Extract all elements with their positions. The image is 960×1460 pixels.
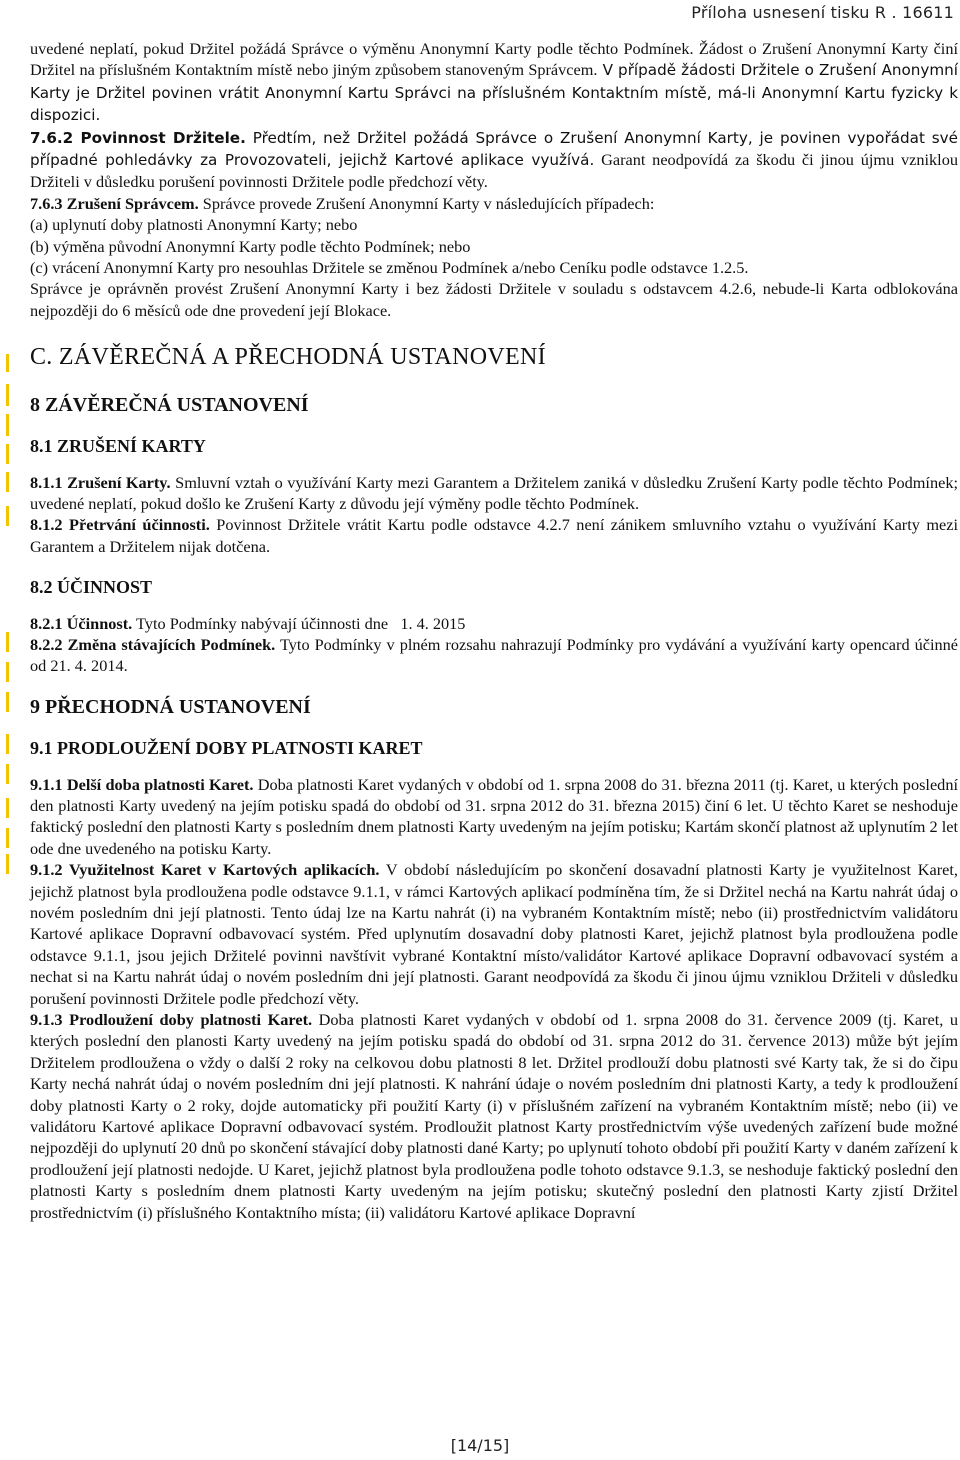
- change-bar: [6, 828, 9, 848]
- paragraph-7-6-2: 7.6.2 Povinnost Držitele. Předtím, než Držitel požádá Správce o Zrušení Anonymní Karty, je povinen vypořádat své případné pohledávky za Provozovateli, jejichž Kartové aplikace využívá. Garant neodpovídá za škodu či jinou újmu vzniklou Držiteli v důsledku porušení povinnosti Držitele podle předchozí věty.: [30, 128, 958, 192]
- section-8-2-title: 8.2 ÚČINNOST: [30, 577, 153, 598]
- part-c-title: C. ZÁVĚREČNÁ A PŘECHODNÁ USTANOVENÍ: [30, 344, 546, 371]
- change-bar: [6, 798, 9, 818]
- paragraph-8-1-1: 8.1.1 Zrušení Karty. Smluvní vztah o využívání Karty mezi Garantem a Držitelem zaniká v důsledku Zrušení Karty podle těchto Podmínek; uvedené neplatí, pokud došlo ke Zrušení Karty z důvodu její výměny podle těchto Podmínek.: [30, 472, 958, 513]
- clause-heading: 8.1.2 Přetrvání účinnosti.: [30, 515, 210, 535]
- clause-heading: 9.1.2 Využitelnost Karet v Kartových aplikacích.: [30, 860, 380, 880]
- change-bar: [6, 854, 9, 874]
- paragraph-7-6-1-continued: uvedené neplatí, pokud Držitel požádá Správce o výměnu Anonymní Karty podle těchto Podmínek. Žádost o Zrušení Anonymní Karty činí Držitel na příslušném Kontaktním místě nebo jiným způsobem stanoveným Správcem. V případě žádosti Držitele o Zrušení Anonymní Karty je Držitel povinen vrátit Anonymní Kartu Správci na příslušném Kontaktním místě, má-li Anonymní Kartu fyzicky k dispozici.: [30, 39, 959, 125]
- change-bar: [6, 662, 9, 682]
- change-bar: [6, 692, 9, 712]
- page-number: [14/15]: [450, 1436, 510, 1455]
- change-bar: [6, 506, 9, 526]
- change-bar: [6, 414, 9, 436]
- change-bar: [6, 764, 9, 784]
- list-item: (c) vrácení Anonymní Karty pro nesouhlas Držitele se změnou Podmínek a/nebo Ceníku podle odstavce 1.2.5.: [30, 258, 749, 278]
- list-item: (b) výměna původní Anonymní Karty podle těchto Podmínek; nebo: [30, 236, 471, 256]
- change-bar: [6, 444, 9, 464]
- paragraph-8-1-2: 8.1.2 Přetrvání účinnosti. Povinnost Držitele vrátit Kartu podle odstavce 4.2.7 není zánikem smluvního vztahu o využívání Karty mezi Garantem a Držitelem nijak dotčena.: [30, 515, 958, 556]
- clause-heading: 9.1.1 Delší doba platnosti Karet.: [30, 774, 254, 794]
- change-bar: [6, 734, 9, 754]
- paragraph-9-1-2: 9.1.2 Využitelnost Karet v Kartových aplikacích. V období následujícím po skončení dosavadní platnosti Karty je využitelnost Karet, jejichž platnost byla prodloužena podle odstavce 9.1.1, v rámci Kartových aplikací podmíněna tím, že si Držitel nechá na Kartu nahrát údaj o novém posledním dni její platnosti. Tento údaj lze na Kartu nahrát (i) na vybraném Kontaktním místě; nebo (ii) prostřednictvím validátoru Kartové aplikace Dopravní odbavovací systém. Před uplynutím dosavadní doby platnosti Karet, jejichž platnost byla prodloužena podle odstavce 9.1.1, jsou jejich Držitelé povinni navštívit vybrané Kontaktní místo/validátor Kartové aplikace Dopravní odbavovací systém a nechat si na Kartu nahrát údaj o novém posledním dni její platnosti. Garant neodpovídá za škodu či jinou újmu vzniklou Držiteli v důsledku porušení povinnosti Držitele podle předchozí věty.: [30, 860, 958, 1008]
- attachment-header: Příloha usnesení tisku R . 16611: [691, 3, 954, 22]
- change-bar: [6, 354, 9, 372]
- clause-heading: 7.6.3 Zrušení Správcem.: [30, 193, 199, 213]
- paragraph-7-6-3: 7.6.3 Zrušení Správcem. Správce provede Zrušení Anonymní Karty v následujících případech:: [30, 193, 655, 213]
- clause-heading: 7.6.2 Povinnost Držitele.: [30, 128, 246, 147]
- clause-heading: 8.2.1 Účinnost.: [30, 613, 133, 633]
- section-9-title: 9 PŘECHODNÁ USTANOVENÍ: [30, 695, 311, 718]
- paragraph-9-1-3: 9.1.3 Prodloužení doby platnosti Karet. Doba platnosti Karet vydaných v období od 1. srpna 2008 do 31. července 2009 (tj. Karet, u kterých poslední den planosti Karty uvedený na jejím potisku spadá do období od 31. srpna 2012 do 31. července 2013) může být jejím Držitelem prodloužena o vždy o další 2 roky na celkovou dobu platnosti 8 let. Držitel prodlouží dobu platnosti své Karty tak, že si do čipu Karty nechá nahrát údaj o novém posledním dni její platnosti. K nahrání údaje o novém posledním dni platnosti Karty, a tedy k prodloužení doby platnosti Karty o 2 roky, dojde automaticky při použití Karty (i) v příslušném zařízení na vybraném Kontaktním místě; nebo (ii) ve validátoru Kartové aplikace Dopravní odbavovací systém. Prodloužit platnost Karty prostřednictvím výše uvedených zařízení bude možné nejpozději do uplynutí 20 dnů po skončení stávající doby platnosti dané Karty; po uplynutí tohoto období při použití Karty v daném zařízení k prodloužení její platnosti nedojde. U Karet, jejichž platnost byla prodloužena podle tohoto odstavce 9.1.3, se neshoduje faktický poslední den platnosti Karty s posledním dnem platnosti Karty uvedeným na jejím potisku; skutečný poslední den platnosti Karty zjistí Držitel prostřednictvím (i) příslušného Kontaktního místa; (ii) validátoru Kartové aplikace Dopravní: [30, 1010, 958, 1222]
- list-item: (a) uplynutí doby platnosti Anonymní Karty; nebo: [30, 215, 358, 235]
- change-bar: [6, 472, 9, 492]
- change-bar: [6, 632, 9, 652]
- paragraph-7-6-3-closing: Správce je oprávněn provést Zrušení Anonymní Karty i bez žádosti Držitele v souladu s odstavcem 4.2.6, nebude-li Karta odblokována nejpozději do 6 měsíců ode dne provedení její Blokace.: [30, 279, 958, 320]
- section-8-1-title: 8.1 ZRUŠENÍ KARTY: [30, 436, 206, 457]
- section-8-title: 8 ZÁVĚREČNÁ USTANOVENÍ: [30, 393, 309, 416]
- change-bar: [6, 384, 9, 406]
- document-body: [30, 38, 958, 1223]
- paragraph-9-1-1: 9.1.1 Delší doba platnosti Karet. Doba platnosti Karet vydaných v období od 1. srpna 2008 do 31. března 2011 (tj. Karet, u kterých poslední den platnosti Karty uvedený na jejím potisku spadá do období od 31. srpna 2012 do 31. března 2015) činí 6 let. U těchto Karet se neshoduje faktický poslední den platnosti Karty s posledním dnem platnosti Karty uvedeným na jejím potisku; Kartám skončí platnost až uplynutím 2 let ode dne uvedeného na potisku Karty.: [30, 774, 958, 858]
- clause-heading: 8.2.2 Změna stávajících Podmínek.: [30, 634, 276, 654]
- section-9-1-title: 9.1 PRODLOUŽENÍ DOBY PLATNOSTI KARET: [30, 738, 423, 759]
- clause-heading: 9.1.3 Prodloužení doby platnosti Karet.: [30, 1010, 313, 1030]
- paragraph-8-2-2: 8.2.2 Změna stávajících Podmínek. Tyto Podmínky v plném rozsahu nahrazují Podmínky pro vydávání a využívání karty opencard účinné od 21. 4. 2014.: [30, 634, 959, 676]
- clause-heading: 8.1.1 Zrušení Karty.: [30, 472, 171, 492]
- paragraph-8-2-1: 8.2.1 Účinnost. Tyto Podmínky nabývají účinnosti dne 1. 4. 2015: [30, 613, 466, 633]
